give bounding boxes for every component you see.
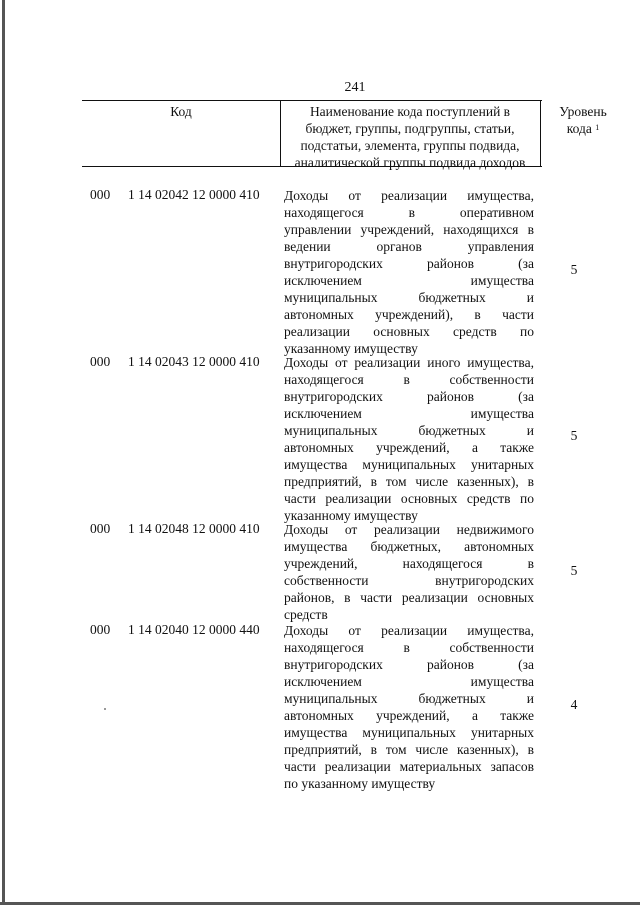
description-line: управлении учреждений, находящихся в [284, 222, 534, 237]
description-line: части реализации основных средств по [284, 491, 534, 506]
level-value: 4 [570, 697, 578, 712]
description-line: муниципальных бюджетных и [284, 290, 534, 305]
revenue-code: 1 14 02043 12 0000 410 [128, 354, 260, 369]
level-value: 5 [570, 262, 578, 277]
revenue-description [284, 622, 534, 792]
footnote-mark: 1 [595, 123, 600, 132]
description-line: Доходы от реализации иного имущества, [284, 355, 534, 370]
description-line: имущества муниципальных унитарных [284, 725, 534, 740]
description-line: реализации основных средств по [284, 324, 534, 339]
description-line: предприятий, в том числе казенных), в [284, 474, 534, 489]
description-line: находящегося в собственности [284, 640, 534, 655]
description-line: Доходы от реализации имущества, [284, 188, 534, 203]
header-name-line: Наименование кода поступлений в [309, 104, 511, 119]
admin-code: 000 [90, 187, 111, 202]
header-code: Код [82, 101, 281, 166]
description-line: учреждений, находящегося в [284, 556, 534, 571]
description-line: находящегося в оперативном [284, 205, 534, 220]
revenue-code: 1 14 02040 12 0000 440 [128, 622, 260, 637]
admin-code: 000 [90, 622, 111, 637]
page-edge-left [2, 0, 5, 905]
header-name-line: аналитической группы подвида доходов [294, 155, 526, 170]
description-line: предприятий, в том числе казенных), в [284, 742, 534, 757]
description-line: автономных учреждений, а также [284, 440, 534, 455]
table-header [82, 100, 607, 170]
header-level-line: Уровень [559, 104, 607, 119]
description-line: муниципальных бюджетных и [284, 423, 534, 438]
header-level [540, 101, 626, 166]
admin-code: 000 [90, 354, 111, 369]
description-line: автономных учреждений, а также [284, 708, 534, 723]
revenue-description [284, 354, 534, 524]
header-level-word: кода [566, 121, 592, 136]
header-name [280, 101, 541, 170]
description-line: по указанному имуществу [284, 776, 436, 791]
description-line: средств [284, 607, 328, 622]
header-name-line: подстатьи, элемента, группы подвида, [300, 138, 520, 153]
header-name-line: бюджет, группы, подгруппы, статьи, [305, 121, 515, 136]
description-line: внутригородских районов (за [284, 389, 534, 404]
description-line: исключением имущества [284, 406, 534, 421]
revenue-description [284, 187, 534, 357]
description-line: исключением имущества [284, 273, 534, 288]
description-line: имущества муниципальных унитарных [284, 457, 534, 472]
description-line: указанному имуществу [284, 508, 418, 523]
level-value: 5 [570, 428, 578, 443]
description-line: муниципальных бюджетных и [284, 691, 534, 706]
description-line: указанному имуществу [284, 341, 418, 356]
level-value: 5 [570, 563, 578, 578]
description-line: части реализации материальных запасов [284, 759, 534, 774]
description-line: ведении органов управления [284, 239, 534, 254]
description-line: Доходы от реализации недвижимого [284, 522, 534, 537]
description-line: собственности внутригородских [284, 573, 534, 588]
description-line: исключением имущества [284, 674, 534, 689]
revenue-code: 1 14 02042 12 0000 410 [128, 187, 260, 202]
description-line: находящегося в собственности [284, 372, 534, 387]
revenue-code: 1 14 02048 12 0000 410 [128, 521, 260, 536]
description-line: районов, в части реализации основных [284, 590, 534, 605]
description-line: имущества бюджетных, автономных [284, 539, 534, 554]
description-line: внутригородских районов (за [284, 657, 534, 672]
description-line: Доходы от реализации имущества, [284, 623, 534, 638]
description-line: автономных учреждений), в части [284, 307, 534, 322]
admin-code: 000 [90, 521, 111, 536]
description-line: внутригородских районов (за [284, 256, 534, 271]
scan-speck [104, 708, 106, 710]
page-number: 241 [344, 80, 366, 95]
header-level-line [540, 120, 626, 137]
revenue-description [284, 521, 534, 623]
